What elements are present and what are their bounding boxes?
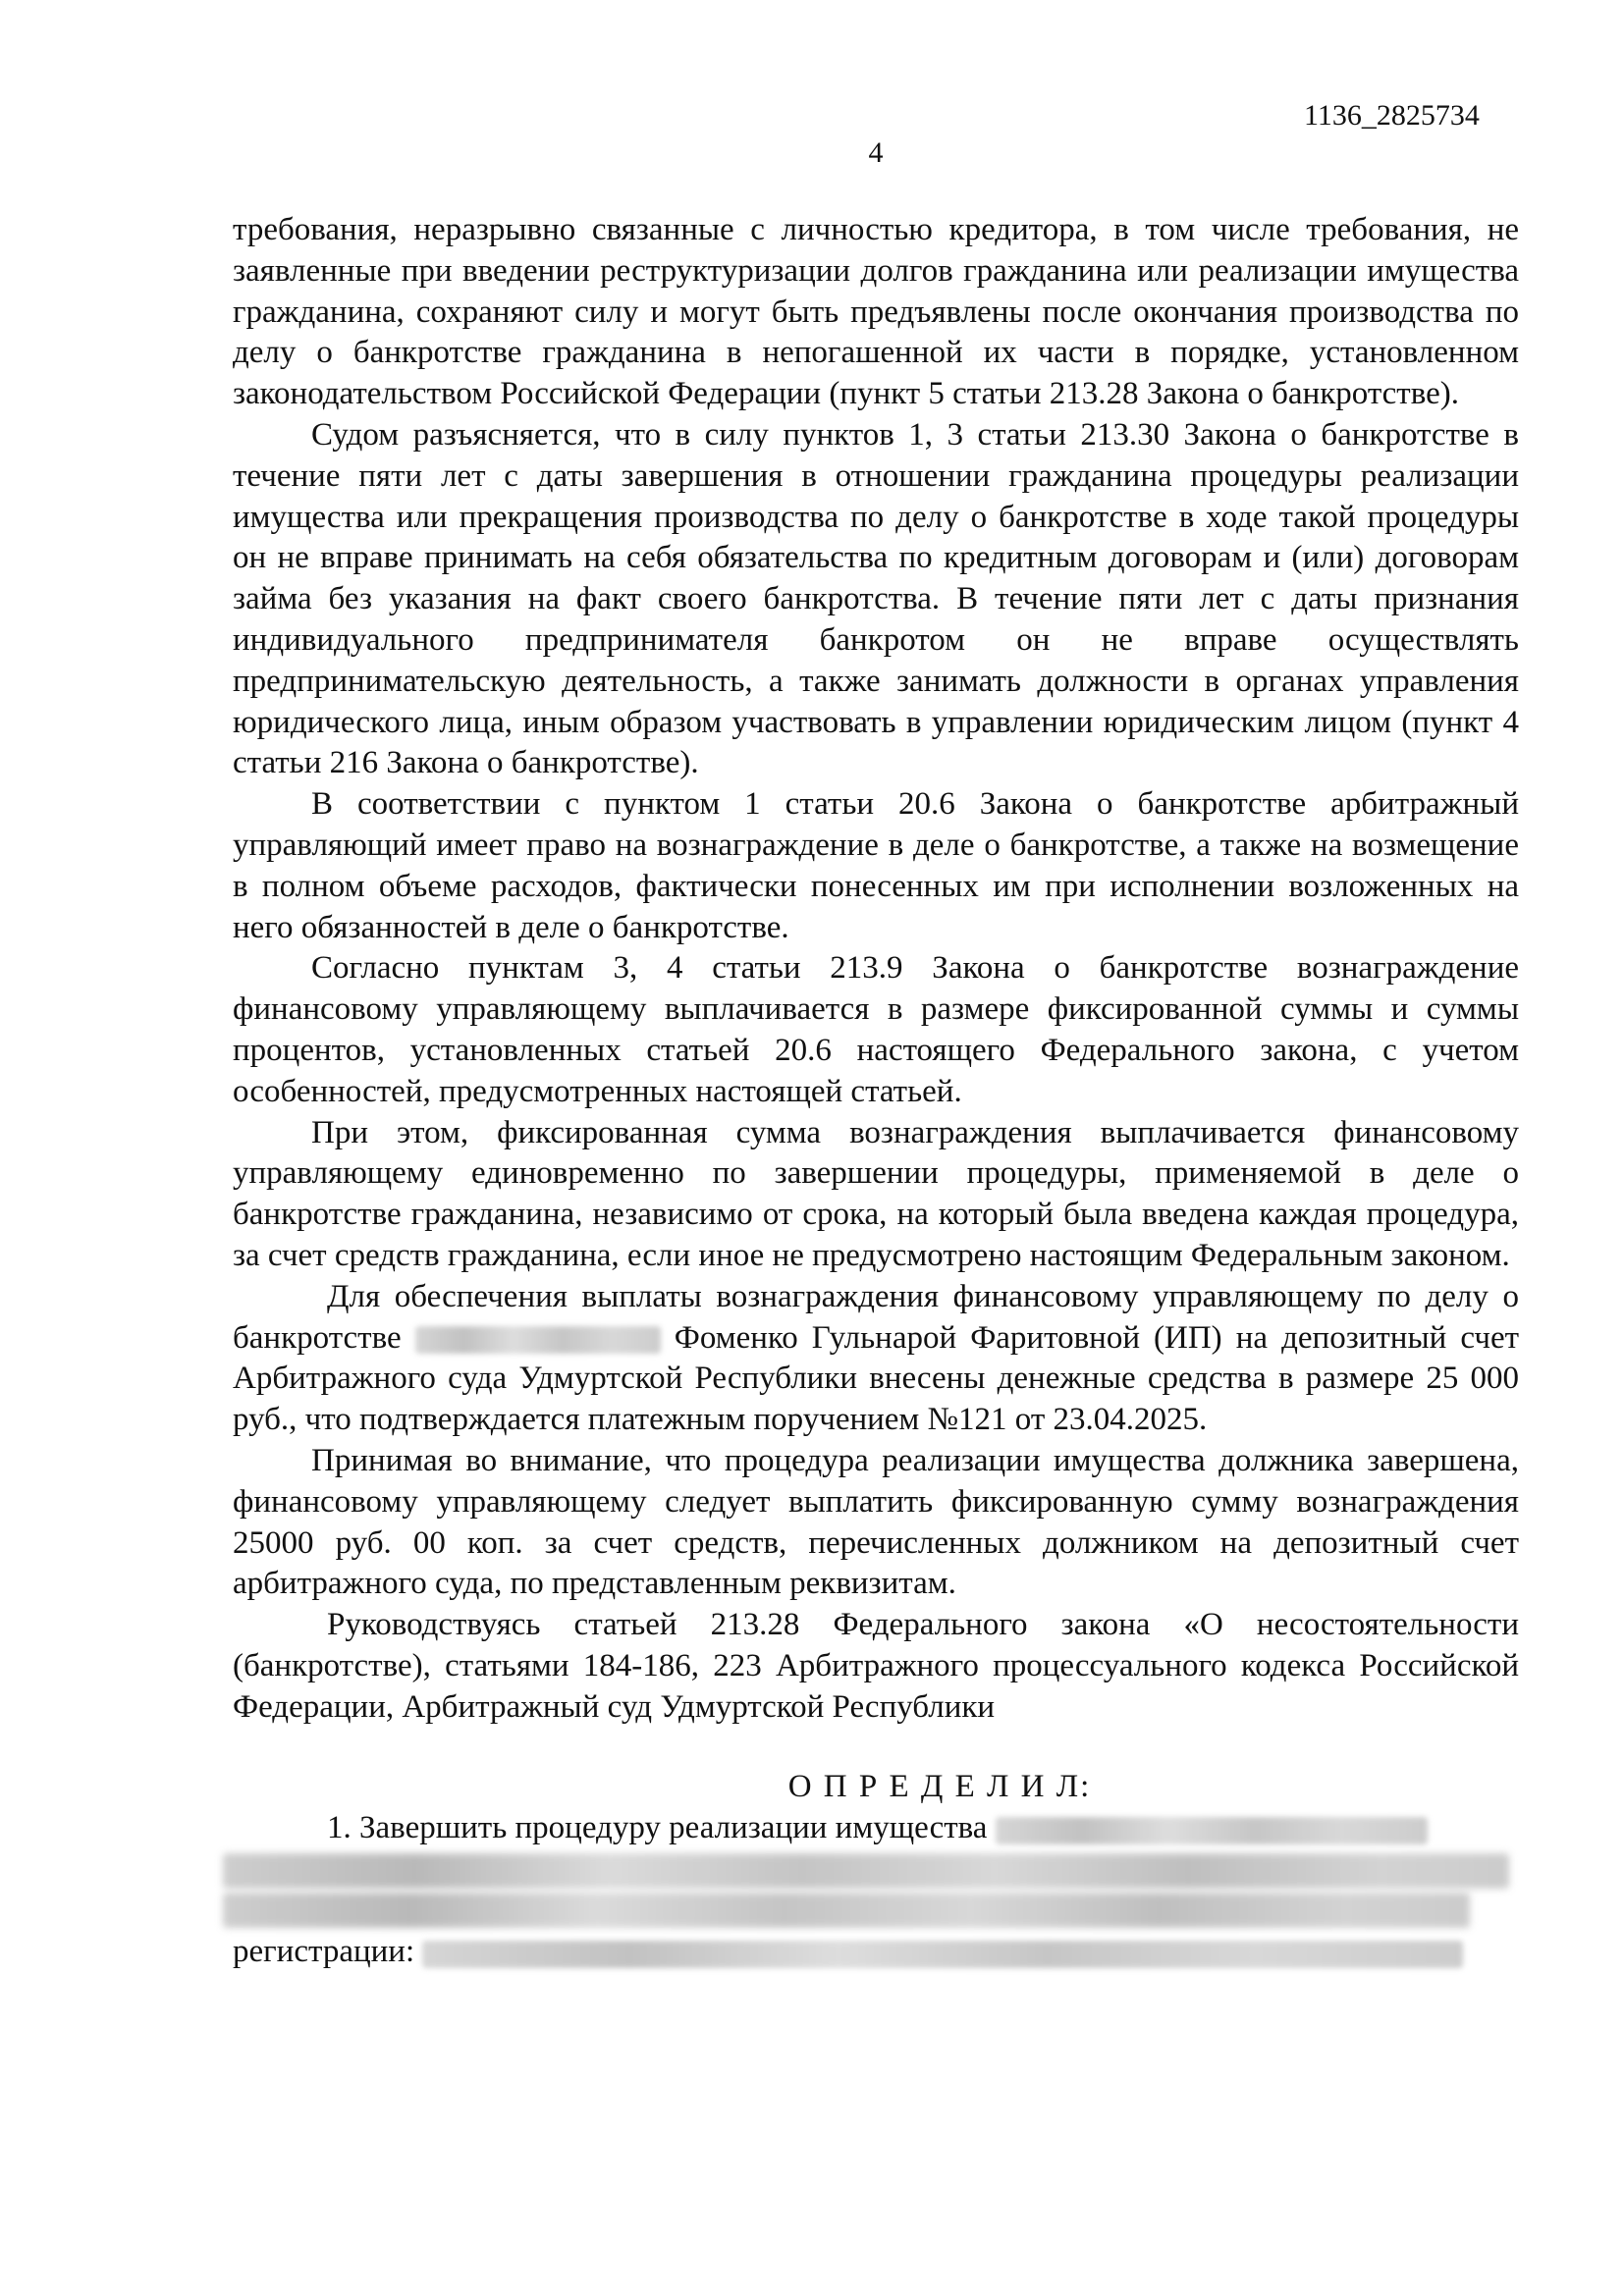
ruling-item-1-text: 1. Завершить процедуру реализации имущества <box>327 1810 988 1846</box>
deposit-text-end: Фоменко Гульнарой Фаритовной (ИП) на депозитный счет Арбитражного суда Удмуртской Республики внесены денежные средства в размере 25 000 руб., что подтверждается платежным поручением №121 от 23.04.2025. <box>233 1319 1520 1438</box>
document-body <box>233 210 1519 1973</box>
paragraph-guided-by: Руководствуясь статьей 213.28 Федерального закона «О несостоятельности (банкротстве), статьями 184-186, 223 Арбитражного процессуального кодекса Российской Федерации, Арбитражный суд Удмуртской Республики <box>233 1607 1519 1725</box>
registration-line <box>233 1932 1519 1973</box>
page-number: 4 <box>868 136 884 169</box>
redacted-registration-address <box>422 1941 1463 1968</box>
ruling-item-1 <box>233 1808 1519 1849</box>
paragraph-fixed-sum: При этом, фиксированная сумма вознаграждения выплачивается финансовому управляющему единовременно по завершении процедуры, применяемой в деле о банкротстве гражданина, независимо от срока, на который была введена каждая процедура, за счет средств гражданина, если иное не предусмотрено настоящим Федеральным законом. <box>233 1114 1519 1273</box>
paragraph-payment-decision: Принимая во внимание, что процедура реализации имущества должника завершена, финансовому управляющему следует выплатить фиксированную сумму вознаграждения 25000 руб. 00 коп. за счет средств, перечисленных должником на депозитный счет арбитражного суда, по представленным реквизитам. <box>233 1442 1519 1602</box>
redacted-debtor-details <box>996 1817 1428 1844</box>
paragraph-manager-reward-right: В соответствии с пунктом 1 статьи 20.6 Закона о банкротстве арбитражный управляющий имеет право на вознаграждение в деле о банкротстве, а также на возмещение в полном объеме расходов, фактически понесенных им при исполнении возложенных на него обязанностей в деле о банкротстве. <box>233 786 1519 945</box>
registration-label: регистрации: <box>233 1934 415 1970</box>
redacted-debtor-name <box>415 1326 661 1354</box>
redacted-block-line-1 <box>223 1853 1509 1889</box>
paragraph-reward-amount: Согласно пунктам 3, 4 статьи 213.9 Закона о банкротстве вознаграждение финансовому управляющему выплачивается в размере фиксированной суммы и суммы процентов, установленных статьей 20.6 настоящего Федерального закона, с учетом особенностей, предусмотренных настоящей статьей. <box>233 950 1519 1109</box>
paragraph-court-explains: Судом разъясняется, что в силу пунктов 1, 3 статьи 213.30 Закона о банкротстве в течение пяти лет с даты завершения в отношении гражданина процедуры реализации имущества или прекращения производства по делу о банкротстве в ходе такой процедуры он не вправе принимать на себя обязательства по кредитным договорам и (или) договорам займа без указания на факт своего банкротства. В течение пяти лет с даты признания индивидуального предпринимателя банкротом он не вправе осуществлять предпринимательскую деятельность, а также занимать должности в органах управления юридического лица, иным образом участвовать в управлении юридическим лицом (пункт 4 статьи 216 Закона о банкротстве). <box>233 416 1519 781</box>
paragraph-deposit <box>233 1277 1519 1441</box>
ruling-heading: О П Р Е Д Е Л И Л: <box>787 1769 1092 1805</box>
paragraph-claims: требования, неразрывно связанные с личностью кредитора, в том числе требования, не заявленные при введении реструктуризации долгов гражданина или реализации имущества гражданина, сохраняют силу и могут быть предъявлены после окончания производства по делу о банкротстве гражданина в непогашенной их части в порядке, установленном законодательством Российской Федерации (пункт 5 статьи 213.28 Закона о банкротстве). <box>233 212 1519 412</box>
deposit-text-start: Для обеспечения выплаты вознаграждения финансовому управляющему по делу о банкротстве <box>233 1278 1519 1356</box>
redacted-block-line-2 <box>223 1893 1470 1928</box>
document-id: 1136_2825734 <box>1304 99 1480 132</box>
